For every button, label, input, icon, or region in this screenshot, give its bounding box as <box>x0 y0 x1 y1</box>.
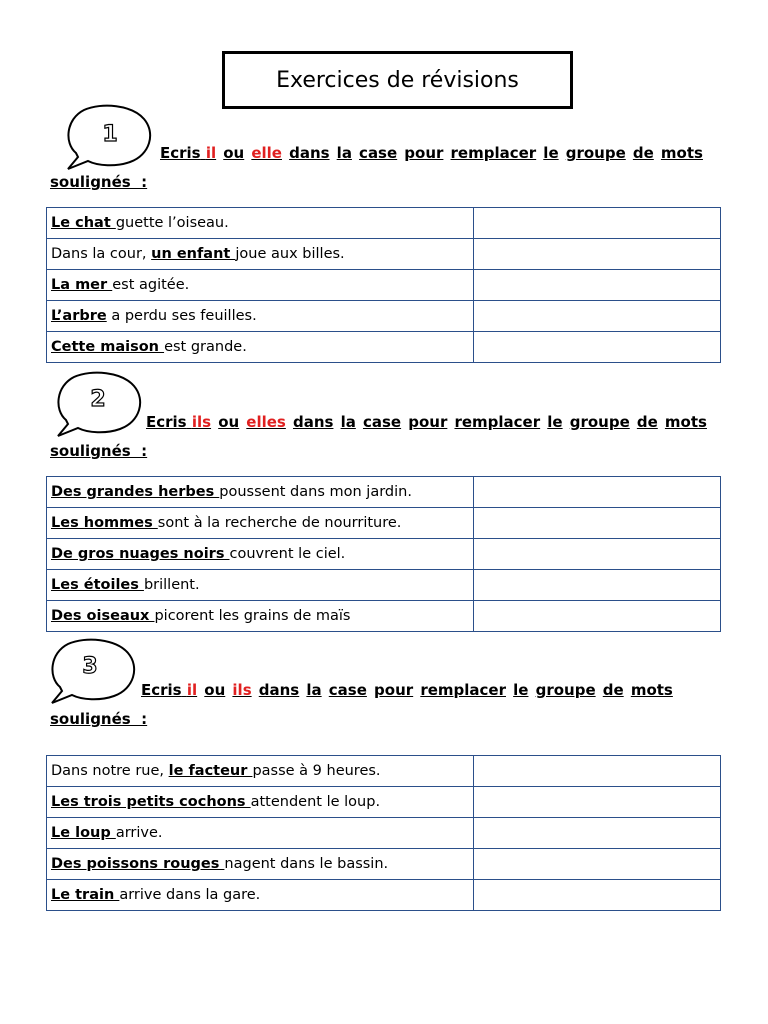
exercise-3-number-bubble <box>42 637 142 709</box>
exercise-1-instruction: Ecris il ou elle dans la case pour remplacer le groupe de mots soulignés : <box>160 139 703 168</box>
sentence-cell: Le chat guette l’oiseau. <box>47 208 474 239</box>
answer-cell[interactable] <box>474 539 721 570</box>
answer-cell[interactable] <box>474 756 721 787</box>
answer-cell[interactable] <box>474 787 721 818</box>
table-row <box>47 477 721 508</box>
speech-bubble-icon <box>58 103 158 175</box>
answer-cell[interactable] <box>474 270 721 301</box>
sentence-cell: La mer est agitée. <box>47 270 474 301</box>
answer-cell[interactable] <box>474 208 721 239</box>
sentence-cell: Des oiseaux picorent les grains de maïs <box>47 601 474 632</box>
answer-cell[interactable] <box>474 849 721 880</box>
sentence-cell: Cette maison est grande. <box>47 332 474 363</box>
answer-cell[interactable] <box>474 508 721 539</box>
pronoun-option: ils <box>191 413 212 431</box>
sentence-cell: Des grandes herbes poussent dans mon jardin. <box>47 477 474 508</box>
table-row <box>47 301 721 332</box>
table-row <box>47 880 721 911</box>
sentence-cell: De gros nuages noirs couvrent le ciel. <box>47 539 474 570</box>
answer-cell[interactable] <box>474 332 721 363</box>
page-title <box>222 51 573 109</box>
exercise-2-instruction: Ecris ils ou elles dans la case pour remplacer le groupe de mots soulignés : <box>146 408 707 437</box>
table-row <box>47 849 721 880</box>
speech-bubble-icon <box>48 370 148 442</box>
answer-cell[interactable] <box>474 601 721 632</box>
answer-cell[interactable] <box>474 239 721 270</box>
sentence-cell: Le train arrive dans la gare. <box>47 880 474 911</box>
exercise-3-number: 3 <box>82 654 98 679</box>
table-row <box>47 601 721 632</box>
sentence-cell: Les hommes sont à la recherche de nourriture. <box>47 508 474 539</box>
sentence-cell: Dans notre rue, le facteur passe à 9 heures. <box>47 756 474 787</box>
sentence-cell: Le loup arrive. <box>47 818 474 849</box>
sentence-cell: Des poissons rouges nagent dans le bassin. <box>47 849 474 880</box>
pronoun-option: il <box>205 144 217 162</box>
table-row <box>47 332 721 363</box>
exercise-1-number-bubble <box>58 103 158 175</box>
table-row <box>47 208 721 239</box>
answer-cell[interactable] <box>474 301 721 332</box>
exercise-3-table <box>46 755 721 911</box>
table-row <box>47 239 721 270</box>
sentence-cell: L’arbre a perdu ses feuilles. <box>47 301 474 332</box>
pronoun-option: elle <box>251 144 282 162</box>
exercise-1-table <box>46 207 721 363</box>
exercise-2-number-bubble <box>48 370 148 442</box>
exercise-1-number: 1 <box>102 122 118 147</box>
speech-bubble-icon <box>42 637 142 709</box>
page-title-text: Exercices de révisions <box>276 67 519 93</box>
answer-cell[interactable] <box>474 880 721 911</box>
table-row <box>47 818 721 849</box>
answer-cell[interactable] <box>474 570 721 601</box>
sentence-cell: Dans la cour, un enfant joue aux billes. <box>47 239 474 270</box>
exercise-2-number: 2 <box>90 387 106 412</box>
sentence-cell: Les trois petits cochons attendent le loup. <box>47 787 474 818</box>
table-row <box>47 787 721 818</box>
pronoun-option: elles <box>246 413 286 431</box>
sentence-cell: Les étoiles brillent. <box>47 570 474 601</box>
table-row <box>47 756 721 787</box>
pronoun-option: ils <box>232 681 252 699</box>
exercise-2-table <box>46 476 721 632</box>
table-row <box>47 270 721 301</box>
answer-cell[interactable] <box>474 818 721 849</box>
pronoun-option: il <box>186 681 198 699</box>
table-row <box>47 570 721 601</box>
exercise-3-instruction: Ecris il ou ils dans la case pour remplacer le groupe de mots soulignés : <box>141 676 673 705</box>
table-row <box>47 508 721 539</box>
table-row <box>47 539 721 570</box>
answer-cell[interactable] <box>474 477 721 508</box>
